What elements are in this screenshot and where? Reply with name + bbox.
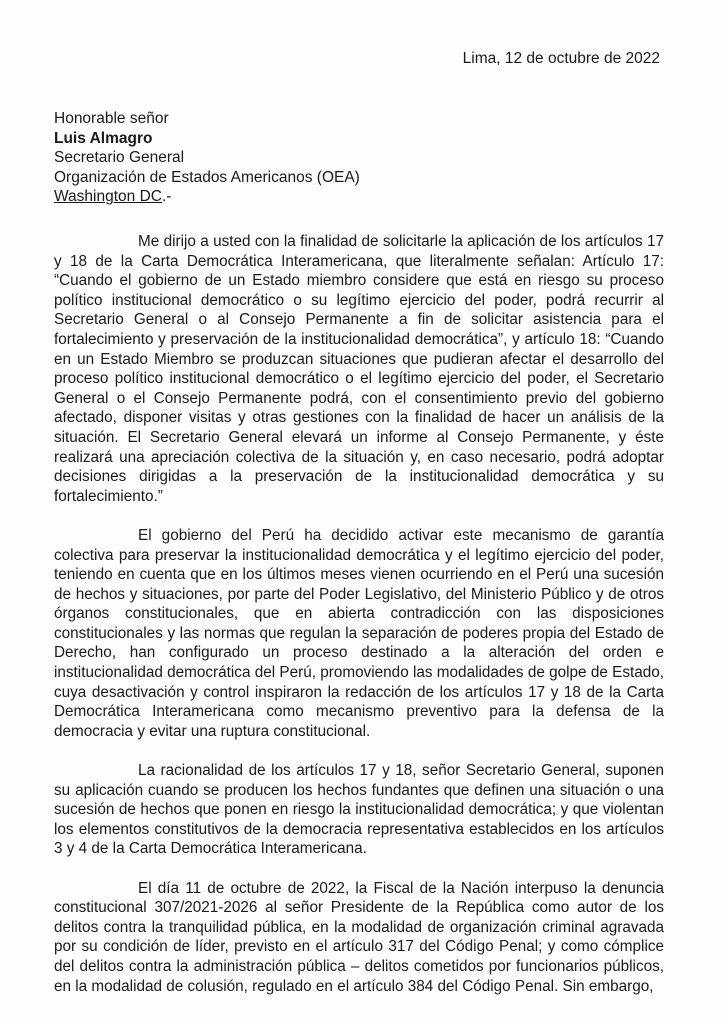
paragraph-1: Me dirijo a usted con la finalidad de solicitarle la aplicación de los artículos 17 y 18 de la Carta Democrática Interamericana, que literalmente señalan: Artículo 17: “Cuando el gobierno de un Estado miembro considere que está en riesgo su proceso político institucional democrático o su legítimo ejercicio del poder, podrá recurrir al Secretario General o al Consejo Permanente a fin de solicitar asistencia para el fortalecimiento y preservación de la institucionalidad democrática”, y artículo 18: “Cuando en un Estado Miembro se produzcan situaciones que pudieran afectar el desarrollo del proceso político institucional democrático o el legítimo ejercicio del poder, el Secretario General o el Consejo Permanente podrá, con el consentimiento previo del gobierno afectado, disponer visitas y otras gestiones con la finalidad de hacer un análisis de la situación. El Secretario General elevará un informe al Consejo Permanente, y éste realizará una apreciación colectiva de la situación y, en caso necesario, podrá adoptar decisiones dirigidas a la preservación de la institucionalidad democrática y su fortalecimiento.” [54, 233, 664, 505]
recipient-title: Secretario General [54, 149, 185, 167]
city-suffix: .- [161, 188, 172, 206]
recipient-city [54, 187, 360, 207]
recipient-organization: Organización de Estados Americanos (OEA) [54, 168, 360, 186]
paragraph-3: La racionalidad de los artículos 17 y 18, señor Secretario General, suponen su aplicación cuando se producen los hechos fundantes que definen una situación o una sucesión de hechos que ponen en riesgo la institucionalidad democrática; y que violentan los elementos constitutivos de la democracia representativa establecidos en los artículos 3 y 4 de la Carta Democrática Interamericana. [54, 762, 664, 858]
salutation: Honorable señor [54, 110, 169, 127]
letter-date: Lima, 12 de octubre de 2022 [462, 50, 660, 67]
recipient-name: Luis Almagro [54, 129, 153, 147]
recipient-block [54, 109, 360, 207]
city-name: Washington DC [54, 188, 162, 206]
paragraph-4: El día 11 de octubre de 2022, la Fiscal de la Nación interpuso la denuncia constitucional 307/2021-2026 al señor Presidente de la República como autor de los delitos contra la tranquilidad pública, en la modalidad de organización criminal agravada por su condición de líder, previsto en el artículo 317 del Código Penal; y como cómplice del delitos contra la administración pública – delitos cometidos por funcionarios públicos, en la modalidad de colusión, regulado en el artículo 384 del Código Penal. Sin embargo, [54, 879, 664, 995]
letter-body [54, 232, 664, 1016]
paragraph-2: El gobierno del Perú ha decidido activar este mecanismo de garantía colectiva para preservar la institucionalidad democrática y el legítimo ejercicio del poder, teniendo en cuenta que en los últimos meses vienen ocurriendo en el Perú una sucesión de hechos y situaciones, por parte del Poder Legislativo, del Ministerio Público y de otros órganos constitucionales, que en abierta contradicción con las disposiciones constitucionales y las normas que regulan la separación de poderes propia del Estado de Derecho, han configurado un proceso destinado a la alteración del orden e institucionalidad democrática del Perú, promoviendo las modalidades de golpe de Estado, cuya desactivación y control inspiraron la redacción de los artículos 17 y 18 de la Carta Democrática Interamericana como mecanismo preventivo para la defensa de la democracia y evitar una ruptura constitucional. [54, 526, 664, 740]
